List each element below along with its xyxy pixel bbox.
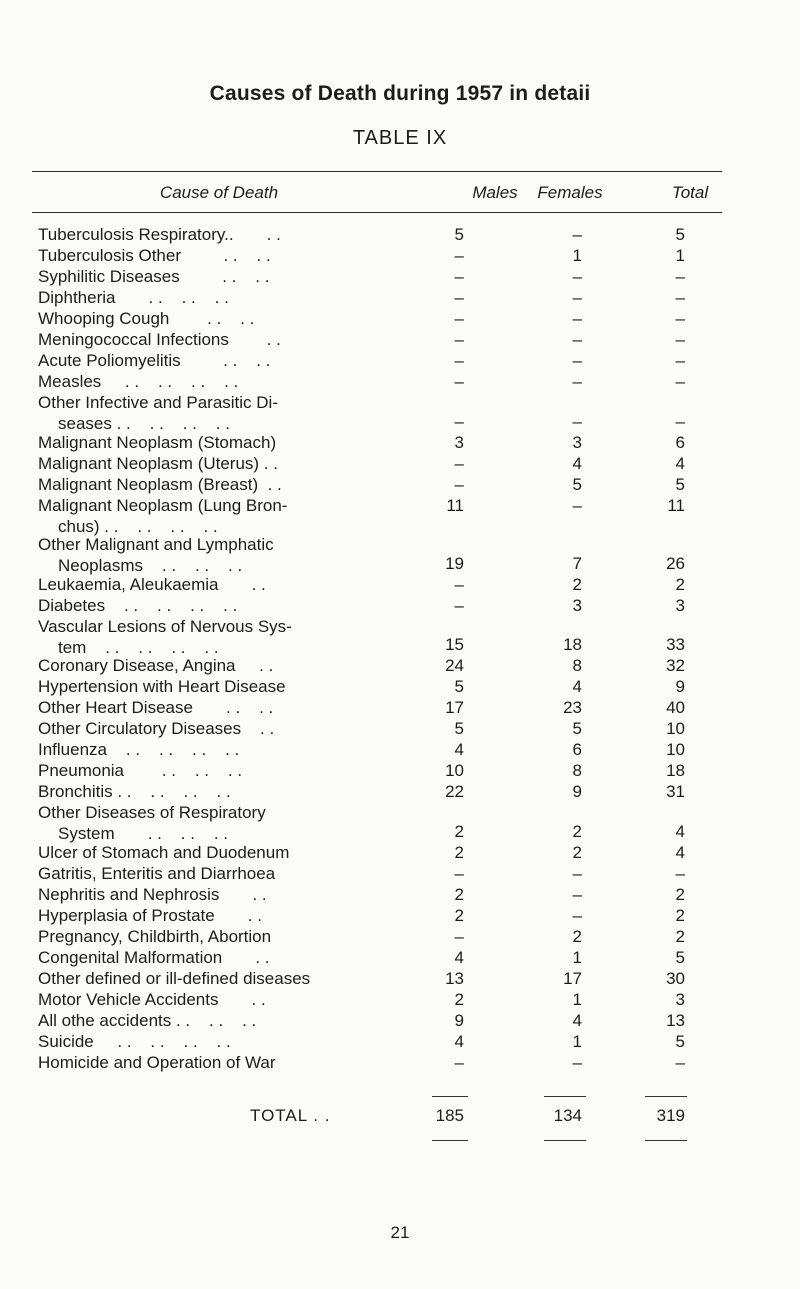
table-row xyxy=(0,371,800,392)
cause-label: Diphtheria . . . . . . xyxy=(38,288,229,307)
cause-cell xyxy=(38,432,383,453)
cause-cell xyxy=(38,534,383,576)
total-cell: – xyxy=(675,288,685,307)
cause-label: Coronary Disease, Angina . . xyxy=(38,656,274,675)
males-cell: – xyxy=(454,411,464,431)
cause-cell xyxy=(38,1010,383,1031)
total-cell: 5 xyxy=(675,225,685,244)
females-cell: – xyxy=(572,267,582,286)
males-cell: 2 xyxy=(454,842,464,862)
cause-label-continued: seases . . . . . . . . xyxy=(58,414,230,433)
table-row xyxy=(0,781,800,802)
females-cell: – xyxy=(572,411,582,431)
males-cell: – xyxy=(454,330,464,349)
header-bottom-rule xyxy=(32,212,722,213)
header-males: Males xyxy=(472,183,518,202)
cause-label: Meningococcal Infections . . xyxy=(38,330,281,349)
cause-cell xyxy=(38,655,383,676)
total-total-rule-bottom xyxy=(645,1140,687,1141)
cause-cell xyxy=(38,595,383,616)
table-row xyxy=(0,926,800,947)
cause-label: Congenital Malformation . . xyxy=(38,947,270,967)
females-cell: 3 xyxy=(572,595,582,615)
cause-cell xyxy=(38,224,383,245)
table-row xyxy=(0,1010,800,1031)
table-row xyxy=(0,739,800,760)
females-cell: – xyxy=(572,330,582,349)
males-cell: – xyxy=(454,246,464,265)
females-cell: – xyxy=(572,372,582,391)
cause-label: Other defined or ill-defined diseases xyxy=(38,968,311,988)
table-row xyxy=(0,224,800,245)
total-cell: – xyxy=(675,863,685,883)
females-cell: 4 xyxy=(572,1010,582,1030)
males-cell: – xyxy=(454,863,464,883)
cause-cell xyxy=(38,739,383,760)
page-title: Causes of Death during 1957 in detaii xyxy=(209,82,591,105)
cause-label: Suicide . . . . . . . . xyxy=(38,1031,231,1051)
table-row xyxy=(0,863,800,884)
total-cell: 2 xyxy=(675,574,685,594)
table-row xyxy=(0,595,800,616)
males-cell: 4 xyxy=(454,1031,464,1051)
cause-label-continued: System . . . . . . xyxy=(58,824,229,843)
total-cell: 5 xyxy=(675,1031,685,1051)
cause-label: Malignant Neoplasm (Uterus) . . xyxy=(38,453,278,473)
cause-label: Other Diseases of Respiratory xyxy=(38,803,266,822)
males-cell: 5 xyxy=(454,677,464,696)
males-cell: 9 xyxy=(454,1010,464,1030)
males-cell: 11 xyxy=(446,495,464,515)
total-cell: 18 xyxy=(666,761,685,780)
females-total-rule-bottom xyxy=(544,1140,586,1141)
males-cell: 5 xyxy=(454,719,464,738)
page-number: 21 xyxy=(390,1223,410,1242)
cause-label: Other Infective and Parasitic Di- xyxy=(38,393,278,412)
females-cell: 1 xyxy=(572,246,582,265)
males-total-rule-top xyxy=(432,1096,468,1097)
table-row xyxy=(0,495,800,535)
table-row xyxy=(0,1052,800,1073)
cause-cell xyxy=(38,842,383,863)
total-cell: 30 xyxy=(666,968,685,988)
total-cell: 5 xyxy=(675,947,685,967)
cause-label: Tuberculosis Respiratory.. . . xyxy=(38,225,281,244)
males-cell: 3 xyxy=(454,432,464,452)
males-cell: 13 xyxy=(445,968,464,988)
cause-cell xyxy=(38,392,383,434)
females-cell: – xyxy=(572,351,582,370)
cause-cell xyxy=(38,308,383,329)
table-row xyxy=(0,616,800,656)
females-cell: 1 xyxy=(572,1031,582,1051)
table-row xyxy=(0,350,800,371)
cause-cell xyxy=(38,926,383,947)
males-cell: – xyxy=(454,453,464,473)
total-cell: 6 xyxy=(675,432,685,452)
males-cell: – xyxy=(454,351,464,370)
cause-label: Ulcer of Stomach and Duodenum xyxy=(38,842,290,862)
total-total: 319 xyxy=(656,1106,685,1125)
cause-label: Vascular Lesions of Nervous Sys- xyxy=(38,616,292,636)
females-cell: 18 xyxy=(563,635,582,654)
cause-cell xyxy=(38,495,383,537)
total-cell: 31 xyxy=(666,782,685,801)
males-cell: – xyxy=(454,267,464,286)
cause-label: All othe accidents . . . . . . xyxy=(38,1010,257,1030)
cause-label-continued: chus) . . . . . . . . xyxy=(58,516,218,536)
cause-label: Homicide and Operation of War xyxy=(38,1052,276,1072)
cause-label: Influenza . . . . . . . . xyxy=(38,740,240,759)
females-cell: 5 xyxy=(572,719,582,738)
total-cell: 3 xyxy=(675,989,685,1009)
header-cause: Cause of Death xyxy=(159,183,279,202)
table-row xyxy=(0,718,800,739)
males-cell: – xyxy=(454,372,464,391)
total-cell: 2 xyxy=(675,884,685,904)
total-cell: 3 xyxy=(675,595,685,615)
table-row xyxy=(0,697,800,718)
males-cell: – xyxy=(454,595,464,615)
causes-table xyxy=(0,224,800,1073)
total-cell: 2 xyxy=(675,905,685,925)
total-cell: 10 xyxy=(666,740,685,759)
header-total: Total xyxy=(671,183,709,202)
total-label: TOTAL . . xyxy=(250,1106,331,1125)
total-females: 134 xyxy=(553,1106,582,1125)
cause-cell xyxy=(38,718,383,739)
cause-cell xyxy=(38,884,383,905)
males-cell: 22 xyxy=(445,782,464,801)
total-cell: 32 xyxy=(666,656,685,675)
males-cell: 4 xyxy=(454,740,464,759)
females-cell: – xyxy=(572,884,582,904)
males-cell: 2 xyxy=(454,821,464,841)
females-cell: – xyxy=(572,1052,582,1072)
cause-cell xyxy=(38,676,383,697)
males-cell: – xyxy=(454,574,464,594)
cause-label: Pneumonia . . . . . . xyxy=(38,761,243,780)
cause-cell xyxy=(38,350,383,371)
females-cell: 5 xyxy=(572,474,582,494)
males-cell: 19 xyxy=(445,553,464,573)
total-cell: – xyxy=(675,372,685,391)
header-females: Females xyxy=(537,183,603,202)
total-cell: 33 xyxy=(666,635,685,654)
table-title: TABLE IX xyxy=(352,127,448,149)
table-row xyxy=(0,968,800,989)
cause-label: Other Heart Disease . . . . xyxy=(38,698,274,717)
table-row xyxy=(0,676,800,697)
cause-cell xyxy=(38,371,383,392)
table-row xyxy=(0,534,800,574)
cause-cell xyxy=(38,453,383,474)
total-males: 185 xyxy=(435,1106,464,1125)
cause-cell xyxy=(38,760,383,781)
table-row xyxy=(0,266,800,287)
females-cell: – xyxy=(572,863,582,883)
females-cell: – xyxy=(572,495,582,515)
males-cell: – xyxy=(454,309,464,328)
females-cell: 2 xyxy=(572,821,582,841)
header-top-rule xyxy=(32,171,722,172)
males-cell: – xyxy=(454,288,464,307)
cause-label: Malignant Neoplasm (Stomach) xyxy=(38,432,277,452)
total-cell: 4 xyxy=(675,842,685,862)
cause-cell xyxy=(38,329,383,350)
cause-label: Pregnancy, Childbirth, Abortion xyxy=(38,926,272,946)
cause-label: Whooping Cough . . . . xyxy=(38,309,255,328)
table-row xyxy=(0,760,800,781)
males-cell: 2 xyxy=(454,989,464,1009)
table-row xyxy=(0,308,800,329)
cause-cell xyxy=(38,863,383,884)
total-cell: – xyxy=(675,1052,685,1072)
females-cell: 1 xyxy=(572,947,582,967)
females-cell: – xyxy=(572,309,582,328)
table-row xyxy=(0,245,800,266)
total-total-rule-top xyxy=(645,1096,687,1097)
total-cell: – xyxy=(675,309,685,328)
females-cell: – xyxy=(572,225,582,244)
cause-cell xyxy=(38,697,383,718)
cause-label: Motor Vehicle Accidents . . xyxy=(38,989,266,1009)
cause-label: Tuberculosis Other . . . . xyxy=(38,246,271,265)
males-cell: 17 xyxy=(445,698,464,717)
cause-label: Syphilitic Diseases . . . . xyxy=(38,267,270,286)
females-cell: 1 xyxy=(572,989,582,1009)
cause-cell xyxy=(38,287,383,308)
females-cell: 17 xyxy=(563,968,582,988)
females-cell: 4 xyxy=(572,453,582,473)
cause-cell xyxy=(38,1052,383,1073)
table-row xyxy=(0,287,800,308)
cause-cell xyxy=(38,574,383,595)
females-cell: – xyxy=(572,905,582,925)
cause-label: Acute Poliomyelitis . . . . xyxy=(38,351,271,370)
cause-cell xyxy=(38,905,383,926)
table-row xyxy=(0,474,800,495)
cause-label: Gatritis, Enteritis and Diarrhoea xyxy=(38,863,276,883)
cause-label-continued: tem . . . . . . . . xyxy=(58,637,219,657)
total-cell: 2 xyxy=(675,926,685,946)
total-cell: – xyxy=(675,411,685,431)
males-cell: 5 xyxy=(454,225,464,244)
males-cell: 15 xyxy=(445,635,464,654)
total-cell: 40 xyxy=(666,698,685,717)
table-row xyxy=(0,329,800,350)
table-row xyxy=(0,905,800,926)
total-row xyxy=(0,1106,800,1128)
females-cell: 6 xyxy=(572,740,582,759)
females-cell: 2 xyxy=(572,574,582,594)
cause-cell xyxy=(38,474,383,495)
table-row xyxy=(0,453,800,474)
total-cell: 9 xyxy=(675,677,685,696)
cause-cell xyxy=(38,1031,383,1052)
cause-label-continued: Neoplasms . . . . . . xyxy=(58,556,243,575)
table-row xyxy=(0,802,800,842)
table-row xyxy=(0,989,800,1010)
males-cell: 4 xyxy=(454,947,464,967)
cause-cell xyxy=(38,266,383,287)
total-cell: 4 xyxy=(675,453,685,473)
cause-label: Diabetes . . . . . . . . xyxy=(38,595,238,615)
total-cell: 10 xyxy=(666,719,685,738)
total-cell: 4 xyxy=(675,821,685,841)
total-cell: 5 xyxy=(675,474,685,494)
females-cell: 2 xyxy=(572,926,582,946)
total-cell: 11 xyxy=(667,495,685,515)
table-row xyxy=(0,655,800,676)
cause-cell xyxy=(38,968,383,989)
females-cell: 7 xyxy=(572,553,582,573)
females-cell: 3 xyxy=(572,432,582,452)
cause-label: Bronchitis . . . . . . . . xyxy=(38,782,231,801)
total-cell: 13 xyxy=(666,1010,685,1030)
males-cell: 2 xyxy=(454,905,464,925)
females-cell: – xyxy=(572,288,582,307)
females-cell: 9 xyxy=(572,782,582,801)
table-row xyxy=(0,574,800,595)
females-cell: 8 xyxy=(572,761,582,780)
males-total-rule-bottom xyxy=(432,1140,468,1141)
table-row xyxy=(0,392,800,432)
cause-label: Hypertension with Heart Disease xyxy=(38,677,286,696)
total-cell: – xyxy=(675,330,685,349)
cause-label: Hyperplasia of Prostate . . xyxy=(38,905,262,925)
females-cell: 8 xyxy=(572,656,582,675)
total-cell: – xyxy=(675,267,685,286)
cause-cell xyxy=(38,616,383,658)
males-cell: 10 xyxy=(445,761,464,780)
males-cell: – xyxy=(454,474,464,494)
cause-cell xyxy=(38,802,383,844)
cause-cell xyxy=(38,989,383,1010)
total-cell: 26 xyxy=(666,553,685,573)
cause-label: Other Malignant and Lymphatic xyxy=(38,535,274,554)
cause-label: Measles . . . . . . . . xyxy=(38,372,239,391)
total-cell: – xyxy=(675,351,685,370)
table-row xyxy=(0,842,800,863)
table-row xyxy=(0,884,800,905)
cause-label: Nephritis and Nephrosis . . xyxy=(38,884,267,904)
cause-label: Malignant Neoplasm (Lung Bron- xyxy=(38,495,288,515)
males-cell: – xyxy=(454,1052,464,1072)
males-cell: – xyxy=(454,926,464,946)
males-cell: 2 xyxy=(454,884,464,904)
cause-cell xyxy=(38,781,383,802)
cause-cell xyxy=(38,245,383,266)
table-row xyxy=(0,432,800,453)
total-cell: 1 xyxy=(675,246,685,265)
cause-label: Leukaemia, Aleukaemia . . xyxy=(38,574,266,594)
females-total-rule-top xyxy=(544,1096,586,1097)
cause-cell xyxy=(38,947,383,968)
females-cell: 4 xyxy=(572,677,582,696)
cause-label: Malignant Neoplasm (Breast) . . xyxy=(38,474,282,494)
cause-label: Other Circulatory Diseases . . xyxy=(38,719,275,738)
females-cell: 23 xyxy=(563,698,582,717)
table-row xyxy=(0,947,800,968)
males-cell: 24 xyxy=(445,656,464,675)
table-row xyxy=(0,1031,800,1052)
females-cell: 2 xyxy=(572,842,582,862)
